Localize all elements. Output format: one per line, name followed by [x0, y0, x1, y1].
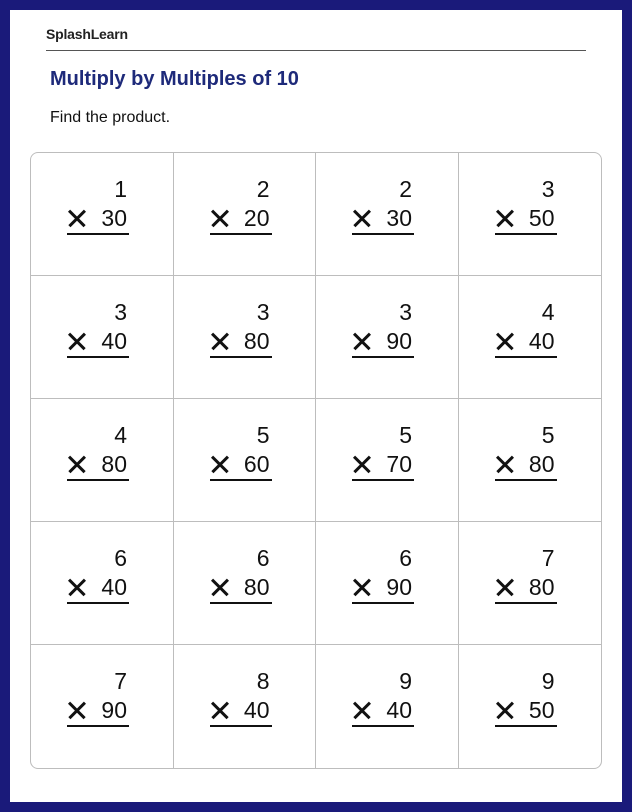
multiply-icon — [210, 700, 230, 720]
multiplicand: 3 — [541, 176, 555, 202]
multiply-icon — [67, 331, 87, 351]
multiply-icon — [210, 208, 230, 228]
multiplier: 80 — [243, 573, 270, 600]
multiply-icon — [352, 331, 372, 351]
problem-cell — [174, 276, 317, 399]
multiplier: 80 — [528, 450, 555, 477]
multiplicand: 7 — [541, 545, 555, 571]
multiply-icon — [210, 454, 230, 474]
multiplier: 90 — [101, 696, 127, 723]
multiplier: 90 — [386, 573, 412, 600]
multiplicand: 2 — [256, 176, 270, 202]
multiplier: 30 — [386, 204, 412, 231]
multiply-icon — [495, 700, 515, 720]
multiply-icon — [210, 331, 230, 351]
problem-cell — [459, 399, 602, 522]
problem-cell — [316, 399, 459, 522]
multiplicand: 6 — [114, 545, 127, 571]
multiply-icon — [352, 700, 372, 720]
worksheet-title: Multiply by Multiples of 10 — [50, 68, 299, 90]
multiplier: 80 — [101, 450, 127, 477]
multiply-icon — [352, 208, 372, 228]
problem-cell — [31, 399, 174, 522]
multiplicand: 6 — [399, 545, 412, 571]
multiplier: 40 — [528, 327, 555, 354]
multiplicand: 5 — [256, 422, 270, 448]
problem-grid — [30, 152, 602, 769]
multiplicand: 6 — [256, 545, 270, 571]
multiplier: 90 — [386, 327, 412, 354]
problem-cell — [31, 645, 174, 768]
multiply-icon — [67, 454, 87, 474]
brand-logo: SplashLearn — [46, 26, 128, 42]
problem-cell — [316, 645, 459, 768]
multiply-icon — [67, 208, 87, 228]
multiplier: 20 — [243, 204, 270, 231]
multiply-icon — [67, 577, 87, 597]
problem-cell — [459, 645, 602, 768]
multiplicand: 4 — [114, 422, 127, 448]
multiply-icon — [495, 454, 515, 474]
multiplier: 80 — [243, 327, 270, 354]
multiplier: 70 — [386, 450, 412, 477]
multiplier: 40 — [101, 573, 127, 600]
problem-cell — [31, 276, 174, 399]
multiply-icon — [210, 577, 230, 597]
header-divider — [46, 50, 586, 51]
problem-cell — [174, 522, 317, 645]
multiplier: 80 — [528, 573, 555, 600]
multiplicand: 7 — [114, 668, 127, 694]
problem-cell — [316, 153, 459, 276]
multiplier: 60 — [243, 450, 270, 477]
problem-cell — [31, 153, 174, 276]
multiplier: 50 — [528, 696, 555, 723]
multiplier: 30 — [101, 204, 127, 231]
problem-cell — [316, 522, 459, 645]
multiplier: 40 — [101, 327, 127, 354]
multiply-icon — [495, 331, 515, 351]
multiplicand: 9 — [399, 668, 412, 694]
problem-cell — [174, 153, 317, 276]
problem-cell — [316, 276, 459, 399]
multiplier: 40 — [386, 696, 412, 723]
multiply-icon — [352, 577, 372, 597]
worksheet-instruction: Find the product. — [50, 109, 171, 126]
worksheet-page — [10, 10, 622, 802]
multiplicand: 3 — [256, 299, 270, 325]
problem-cell — [174, 645, 317, 768]
multiplicand: 9 — [541, 668, 555, 694]
multiply-icon — [495, 208, 515, 228]
multiplicand: 5 — [399, 422, 412, 448]
multiplier: 50 — [528, 204, 555, 231]
multiplicand: 3 — [399, 299, 412, 325]
multiplicand: 3 — [114, 299, 127, 325]
multiplicand: 1 — [114, 176, 127, 202]
multiplicand: 2 — [399, 176, 412, 202]
multiply-icon — [495, 577, 515, 597]
multiplicand: 8 — [256, 668, 270, 694]
multiply-icon — [67, 700, 87, 720]
problem-cell — [31, 522, 174, 645]
problem-cell — [459, 276, 602, 399]
multiplicand: 4 — [541, 299, 555, 325]
multiply-icon — [352, 454, 372, 474]
problem-cell — [174, 399, 317, 522]
problem-cell — [459, 522, 602, 645]
problem-cell — [459, 153, 602, 276]
multiplicand: 5 — [541, 422, 555, 448]
multiplier: 40 — [243, 696, 270, 723]
